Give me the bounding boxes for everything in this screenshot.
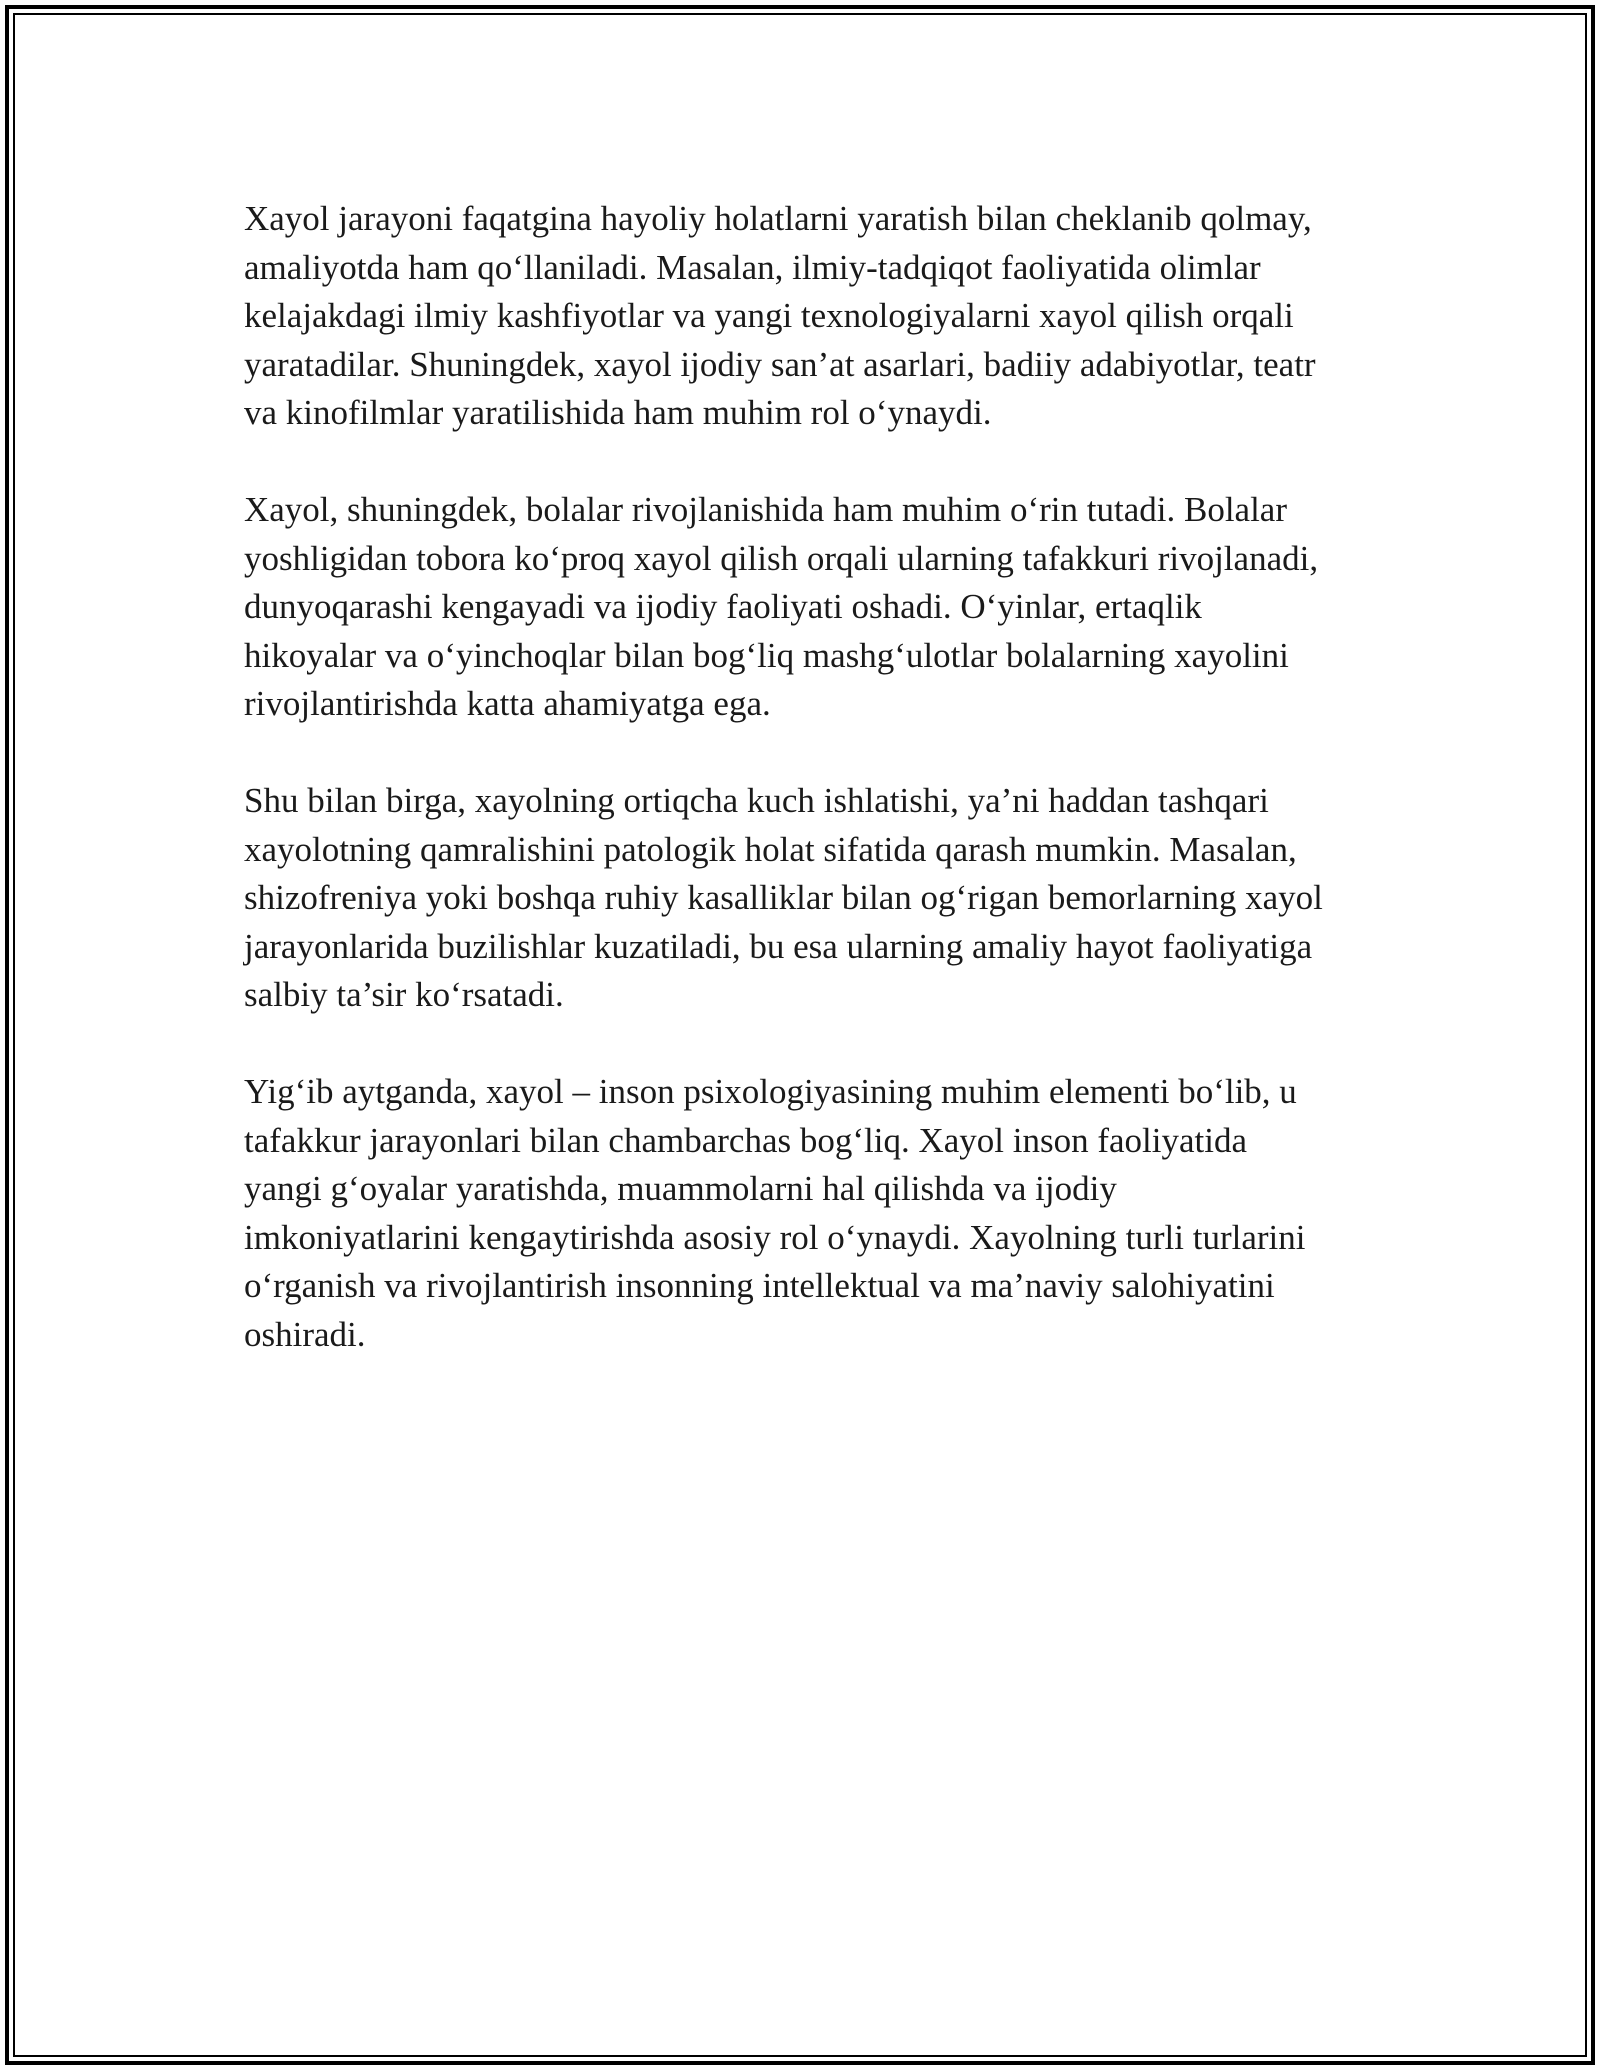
text-line: o‘rganish va rivojlantirish insonning intellektual va ma’naviy salohiyatini	[244, 1266, 1275, 1305]
document-body	[244, 195, 1384, 1408]
text-line: salbiy ta’sir ko‘rsatadi.	[244, 975, 564, 1014]
text-line: amaliyotda ham qo‘llaniladi. Masalan, ilmiy-tadqiqot faoliyatida olimlar	[244, 247, 1261, 287]
text-line: Yig‘ib aytganda, xayol – inson psixologiyasining muhim elementi bo‘lib, u	[244, 1072, 1297, 1111]
text-line: xayolotning qamralishini patologik holat sifatida qarash mumkin. Masalan,	[244, 829, 1297, 869]
text-line: yoshligidan tobora ko‘proq xayol qilish orqali ularning tafakkuri rivojlanadi,	[244, 538, 1319, 578]
text-line: dunyoqarashi kengayadi va ijodiy faoliyati oshadi. O‘yinlar, ertaqlik	[244, 587, 1202, 626]
page-border	[5, 5, 1595, 2065]
paragraph-1	[244, 195, 1384, 438]
text-line: jarayonlarida buzilishlar kuzatiladi, bu esa ularning amaliy hayot faoliyatiga	[244, 926, 1313, 966]
text-line: Xayol jarayoni faqatgina hayoliy holatlarni yaratish bilan cheklanib qolmay,	[244, 199, 1312, 238]
text-line: va kinofilmlar yaratilishida ham muhim rol o‘ynaydi.	[244, 393, 992, 432]
paragraph-3	[244, 777, 1384, 1020]
paragraph-2	[244, 486, 1384, 729]
text-line: yaratadilar. Shuningdek, xayol ijodiy san’at asarlari, badiiy adabiyotlar, teatr	[244, 344, 1316, 384]
text-line: hikoyalar va o‘yinchoqlar bilan bog‘liq mashg‘ulotlar bolalarning xayolini	[244, 635, 1289, 675]
text-line: kelajakdagi ilmiy kashfiyotlar va yangi texnologiyalarni xayol qilish orqali	[244, 296, 1294, 335]
text-line: tafakkur jarayonlari bilan chambarchas bog‘liq. Xayol inson faoliyatida	[244, 1120, 1247, 1160]
text-line: Shu bilan birga, xayolning ortiqcha kuch ishlatishi, ya’ni haddan tashqari	[244, 781, 1269, 820]
text-line: imkoniyatlarini kengaytirishda asosiy rol o‘ynaydi. Xayolning turli turlarini	[244, 1217, 1306, 1257]
text-line: oshiradi.	[244, 1314, 366, 1354]
text-line: Xayol, shuningdek, bolalar rivojlanishida ham muhim o‘rin tutadi. Bolalar	[244, 490, 1287, 529]
text-line: yangi g‘oyalar yaratishda, muammolarni hal qilishda va ijodiy	[244, 1169, 1117, 1208]
text-line: shizofreniya yoki boshqa ruhiy kasalliklar bilan og‘rigan bemorlarning xayol	[244, 878, 1323, 917]
text-line: rivojlantirishda katta ahamiyatga ega.	[244, 684, 771, 723]
paragraph-4	[244, 1068, 1384, 1359]
